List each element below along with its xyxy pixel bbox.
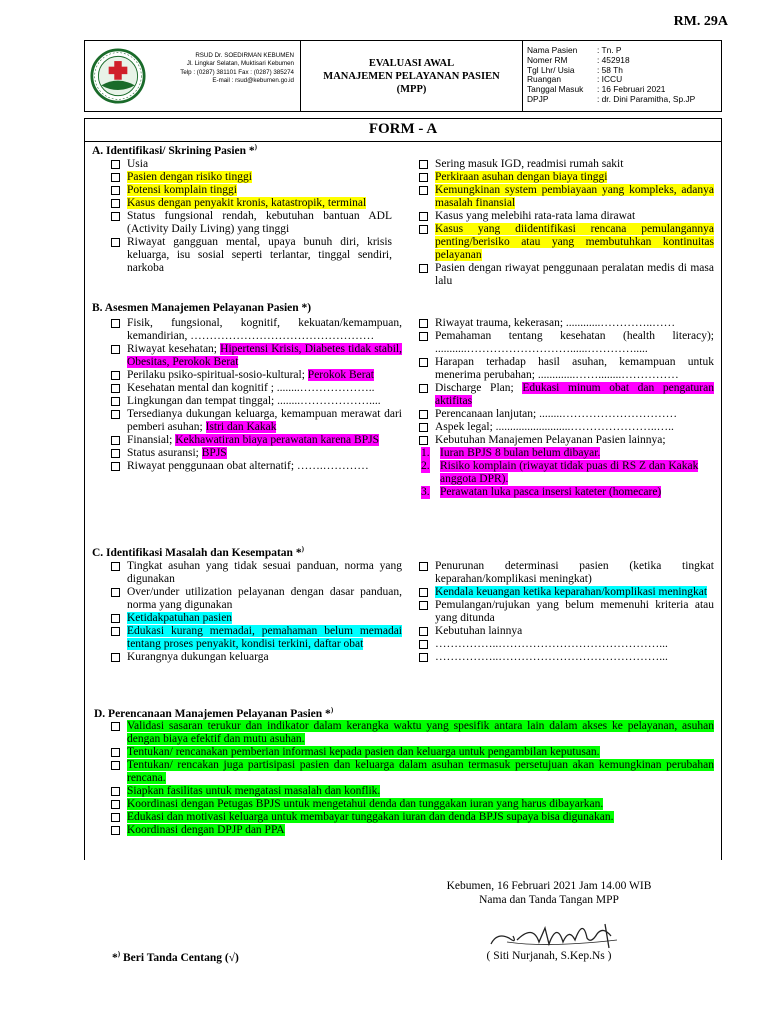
- item-text: Discharge Plan;: [435, 382, 523, 394]
- footnote: [112, 950, 239, 964]
- plan-text: Tentukan/ rencakan juga partisipasi pasien dan keluarga dalam asuhan termasuk persetujuan akan kemungkinan perubahan rencana.: [127, 759, 714, 784]
- checklist-item[interactable]: [108, 434, 402, 447]
- patient-field-value: : 58 Th: [597, 64, 623, 75]
- item-text: Kendala keuangan ketika keparahan/komplikasi meningkat: [435, 586, 708, 598]
- item-text: Lingkungan dan tempat tinggal; ........………………....: [127, 395, 381, 407]
- checklist-item[interactable]: [416, 262, 714, 288]
- checklist-item[interactable]: [108, 317, 402, 343]
- form-code: RM. 29A: [673, 14, 728, 29]
- hospital-name: RSUD Dr. SOEDIRMAN KEBUMEN: [195, 52, 294, 59]
- item-text: Finansial;: [127, 434, 176, 446]
- sign-role: Nama dan Tanda Tangan MPP: [479, 894, 619, 906]
- checklist-item[interactable]: [108, 408, 402, 434]
- sublist-number: 1.: [421, 447, 430, 459]
- checklist-item[interactable]: [108, 382, 402, 395]
- checklist-item[interactable]: [416, 184, 714, 210]
- section-c-title: [92, 545, 304, 559]
- plan-text: Koordinasi dengan DPJP dan PPA: [127, 824, 285, 836]
- item-text: Aspek legal; ..........................…………………..…..: [435, 421, 674, 433]
- item-text: Pemahaman tentang kesehatan (health literacy); ...........………………………......………….....: [435, 330, 714, 355]
- plan-item[interactable]: [108, 811, 714, 824]
- checklist-item[interactable]: [108, 184, 392, 197]
- signature-block: [424, 879, 674, 907]
- hospital-info: [180, 52, 294, 85]
- sublist-number: 2.: [421, 460, 430, 472]
- checklist-item[interactable]: [416, 586, 714, 599]
- item-highlight: Hipertensi Krisis, Diabetes tidak stabil, Obesitas, Perokok Berat: [127, 343, 403, 368]
- item-highlight: Perokok Berat: [307, 369, 374, 381]
- checklist-item[interactable]: [108, 651, 402, 664]
- plan-text: Edukasi dan motivasi keluarga untuk membayar tunggakan iuran dan denda BPJS supaya bisa digunakan.: [127, 811, 614, 823]
- checklist-item[interactable]: [416, 210, 714, 223]
- patient-field-label: Nomer RM: [527, 54, 568, 65]
- checklist-item[interactable]: [416, 382, 714, 408]
- plan-item[interactable]: [108, 746, 714, 759]
- patient-field-value: : 16 Februari 2021: [597, 84, 666, 95]
- plan-item[interactable]: [108, 785, 714, 798]
- sign-place-date: Kebumen, 16 Februari 2021 Jam 14.00 WIB: [446, 880, 652, 892]
- section-d-title: [94, 706, 333, 720]
- item-highlight: BPJS: [201, 447, 227, 459]
- item-text: Tingkat asuhan yang tidak sesuai panduan, norma yang digunakan: [127, 560, 402, 585]
- item-text: Perencanaan lanjutan; ........…………………………: [435, 408, 678, 420]
- patient-info: [523, 41, 721, 111]
- document-header: [84, 40, 722, 112]
- footnote-star: *: [112, 951, 118, 964]
- checklist-item[interactable]: [108, 210, 392, 236]
- hospital-phone: Telp : (0287) 381101 Fax : (0287) 385274: [180, 68, 294, 76]
- patient-field-label: Tgl Lhr/ Usia: [527, 64, 575, 75]
- item-text: Status asuransi;: [127, 447, 202, 459]
- checklist-item[interactable]: [416, 599, 714, 625]
- title-line-3: (MPP): [396, 83, 427, 95]
- checklist-item[interactable]: [416, 171, 714, 184]
- item-highlight: Istri dan Kakak: [205, 421, 277, 433]
- section-b-right: [416, 317, 714, 499]
- plan-item[interactable]: [108, 759, 714, 785]
- checklist-item[interactable]: [108, 171, 392, 184]
- sublist-item: [416, 486, 714, 499]
- checklist-item[interactable]: [416, 317, 714, 330]
- item-text: Ketidakpatuhan pasien: [127, 612, 233, 624]
- signature-scribble-icon: [487, 914, 627, 952]
- section-c-left: [108, 560, 402, 664]
- section-b-title: B. Asesmen Manajemen Pelayanan Pasien *): [92, 302, 312, 314]
- checklist-item[interactable]: [108, 460, 402, 473]
- checklist-item[interactable]: [416, 434, 714, 447]
- divider: [84, 141, 722, 142]
- item-text: Kasus yang diidentifikasi rencana pemulangannya penting/berisiko atau yang membutuhkan kontinuitas pelayanan: [435, 223, 714, 261]
- section-a-title-text: A. Identifikasi/ Skrining Pasien *: [92, 144, 255, 157]
- item-text: Over/under utilization pelayanan dengan dasar panduan, norma yang digunakan: [127, 586, 402, 611]
- item-text: Riwayat kesehatan;: [127, 343, 221, 355]
- item-text: ……………..……………………………………...: [435, 638, 668, 650]
- section-c-title-text: C. Identifikasi Masalah dan Kesempatan *: [92, 546, 302, 559]
- item-text: Harapan terhadap hasil asuhan, kemampuan untuk menerima perubahan; .............……........……………: [435, 356, 714, 381]
- title-line-1: EVALUASI AWAL: [368, 57, 455, 69]
- plan-item[interactable]: [108, 824, 714, 837]
- item-text: Usia: [127, 158, 149, 170]
- checklist-item[interactable]: [416, 223, 714, 262]
- section-d-list: [108, 720, 714, 837]
- item-text: ……………..……………………………………...: [435, 651, 668, 663]
- item-text: Pasien dengan risiko tinggi: [127, 171, 252, 183]
- title-line-2: MANAJEMEN PELAYANAN PASIEN: [323, 70, 500, 82]
- patient-field-label: Nama Pasien: [527, 45, 578, 55]
- item-text: Fisik, fungsional, kognitif, kekuatan/kemampuan, kemandirian, …………………………………………: [127, 317, 402, 342]
- plan-text: Validasi sasaran terukur dan indikator dalam kerangka waktu yang spesifik antara lain dalam akses ke pelayanan, asuhan dengan biaya efektif dan mutu asuhan.: [127, 720, 714, 745]
- hospital-logo-icon: [90, 48, 146, 104]
- item-text: Status fungsional rendah, kebutuhan bantuan ADL (Activity Daily Living) yang tinggi: [127, 210, 392, 235]
- section-a-right: [416, 158, 714, 288]
- item-highlight: Edukasi minum obat dan pengaturan aktifitas: [435, 382, 714, 407]
- item-text: Riwayat trauma, kekerasan; ............…………..……: [435, 317, 676, 329]
- item-text: Potensi komplain tinggi: [127, 184, 237, 196]
- section-b-left: [108, 317, 402, 473]
- hospital-address: Jl. Lingkar Selatan, Muktisari Kebumen: [186, 60, 294, 68]
- item-text: Kemungkinan system pembiayaan yang kompleks, adanya masalah finansial: [435, 184, 714, 209]
- checklist-item[interactable]: [108, 625, 402, 651]
- checklist-item[interactable]: [108, 369, 402, 382]
- sublist-item: [416, 447, 714, 460]
- section-c-sup: ): [301, 545, 304, 553]
- section-d-sup: ): [330, 706, 334, 714]
- checklist-item[interactable]: [108, 197, 392, 210]
- checklist-item[interactable]: [108, 395, 402, 408]
- section-d-title-text: D. Perencanaan Manajemen Pelayanan Pasien *: [94, 707, 331, 720]
- checklist-item[interactable]: [108, 586, 402, 612]
- sublist-text: Iuran BPJS 8 bulan belum dibayar.: [440, 447, 601, 459]
- item-text: Penurunan determinasi pasien (ketika tingkat keparahan/komplikasi meningkat): [435, 560, 714, 585]
- patient-row: [527, 95, 721, 105]
- section-c-right: [416, 560, 714, 664]
- sublist-item: [416, 460, 714, 486]
- checklist-item[interactable]: [108, 447, 402, 460]
- patient-field-label: Ruangan: [527, 74, 561, 85]
- hospital-block: [85, 41, 301, 111]
- checklist-item[interactable]: [416, 356, 714, 382]
- footnote-sup: ): [117, 950, 121, 958]
- item-text: Perilaku psiko-spiritual-sosio-kultural;: [127, 369, 308, 381]
- item-text: Kesehatan mental dan kognitif ; ........………………..: [127, 382, 375, 394]
- sublist-text: Risiko komplain (riwayat tidak puas di RS Z dan Kakak anggota DPR).: [440, 460, 699, 485]
- checklist-item[interactable]: [416, 408, 714, 421]
- checklist-item[interactable]: [416, 330, 714, 356]
- item-text: Sering masuk IGD, readmisi rumah sakit: [435, 158, 624, 170]
- patient-field-value: : 452918: [597, 54, 630, 65]
- checklist-item[interactable]: [416, 560, 714, 586]
- checklist-item[interactable]: [416, 421, 714, 434]
- checklist-item[interactable]: [108, 236, 392, 275]
- patient-field-label: DPJP: [527, 93, 549, 104]
- item-text: Kebutuhan Manajemen Pelayanan Pasien lainnya;: [435, 434, 666, 446]
- footnote-text: Beri Tanda Centang (√): [120, 951, 239, 964]
- checklist-item[interactable]: [416, 158, 714, 171]
- item-text: Kurangnya dukungan keluarga: [127, 651, 269, 663]
- hospital-email: E-mail : rsud@kebumen.go.id: [212, 76, 294, 84]
- checklist-item[interactable]: [416, 625, 714, 638]
- plan-text: Koordinasi dengan Petugas BPJS untuk mengetahui denda dan tunggakan iuran yang harus dibayarkan.: [127, 798, 604, 810]
- checklist-item[interactable]: [416, 638, 714, 651]
- item-highlight: Kekhawatiran biaya perawatan karena BPJS: [175, 434, 379, 446]
- document-title: [301, 41, 523, 111]
- patient-field-value: : dr. Dini Paramitha, Sp.JP: [597, 93, 696, 104]
- item-text: Kebutuhan lainnya: [435, 625, 523, 637]
- item-text: Tersedianya dukungan keluarga, kemampuan merawat dari pemberi asuhan;: [127, 408, 402, 433]
- sublist-number: 3.: [421, 486, 430, 498]
- section-a-left: [108, 158, 392, 275]
- patient-field-label: Tanggal Masuk: [527, 84, 584, 95]
- section-a-sup: ): [254, 143, 257, 151]
- plan-item[interactable]: [108, 720, 714, 746]
- item-text: Kasus yang melebihi rata-rata lama dirawat: [435, 210, 636, 222]
- patient-field-value: : ICCU: [597, 74, 623, 85]
- checklist-item[interactable]: [108, 158, 392, 171]
- item-text: Perkiraan asuhan dengan biaya tinggi: [435, 171, 608, 183]
- plan-text: Siapkan fasilitas untuk mengatasi masalah dan konflik.: [127, 785, 381, 797]
- sign-name: ( Siti Nurjanah, S.Kep.Ns ): [486, 950, 612, 962]
- section-a-title: [92, 143, 257, 157]
- item-text: Edukasi kurang memadai, pemahaman belum memadai tentang proses penyakit, kondisi terkini, daftar obat: [127, 625, 402, 650]
- item-text: Riwayat gangguan mental, upaya bunuh diri, krisis keluarga, isu sosial seperti terlantar, tinggal sendiri, narkoba: [127, 236, 392, 274]
- form-title: FORM - A: [368, 121, 438, 137]
- checklist-item[interactable]: [108, 612, 402, 625]
- sublist-text: Perawatan luka pasca insersi kateter (homecare): [440, 486, 662, 498]
- item-text: Pemulangan/rujukan yang belum memenuhi kriteria atau yang ditunda: [435, 599, 714, 624]
- item-text: Kasus dengan penyakit kronis, katastropik, terminal: [127, 197, 367, 209]
- item-text: Pasien dengan riwayat penggunaan peralatan medis di masa lalu: [435, 262, 714, 287]
- checklist-item[interactable]: [416, 651, 714, 664]
- item-text: Riwayat penggunaan obat alternatif; …….…………: [127, 460, 369, 472]
- plan-item[interactable]: [108, 798, 714, 811]
- plan-text: Tentukan/ rencanakan pemberian informasi kepada pasien dan keluarga untuk pengambilan keputusan.: [127, 746, 600, 758]
- patient-field-value: : Tn. P: [597, 45, 622, 55]
- checklist-item[interactable]: [108, 343, 402, 369]
- checklist-item[interactable]: [108, 560, 402, 586]
